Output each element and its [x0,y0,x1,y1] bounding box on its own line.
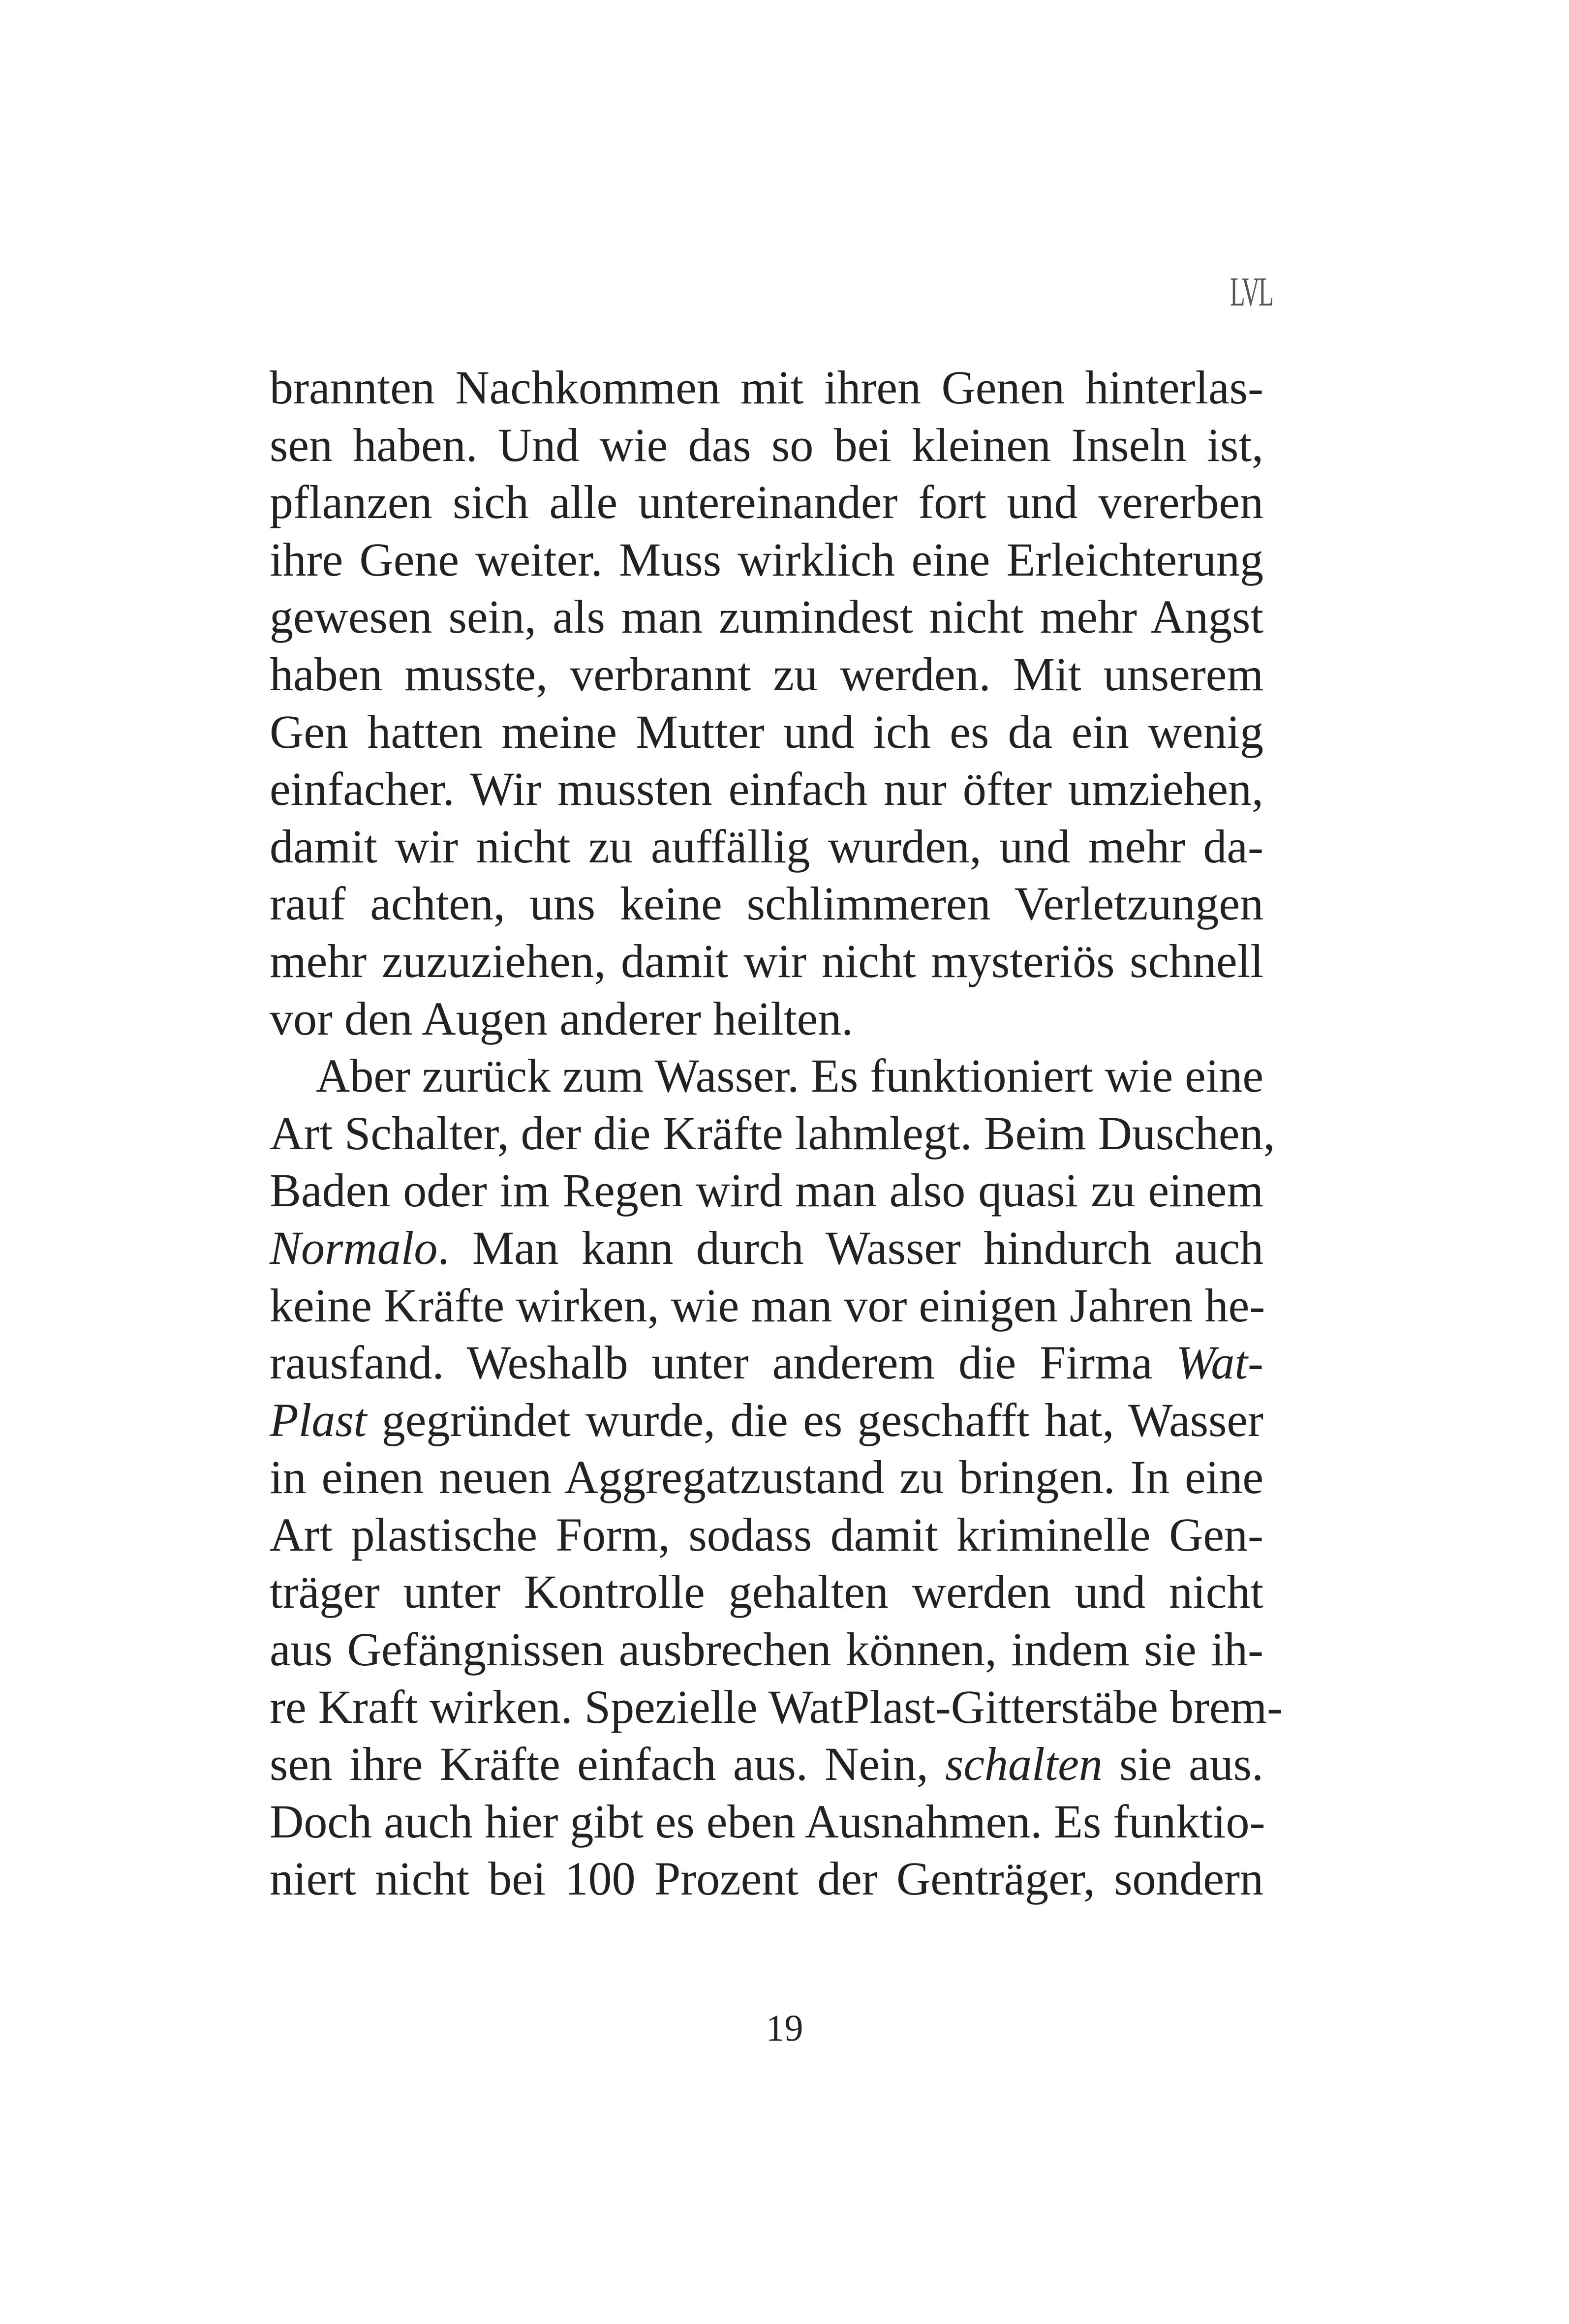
text-line: gewesen sein, als man zumindest nicht mehr Angst [270,590,1263,643]
text-line: Baden oder im Regen wird man also quasi zu einem [270,1164,1263,1217]
text-line: keine Kräfte wirken, wie man vor einigen Jahren he- [270,1279,1265,1332]
italic-term: schalten [945,1738,1103,1791]
text-line: träger unter Kontrolle gehalten werden und nicht [270,1565,1263,1619]
italic-term: Normalo [270,1221,438,1274]
text-line: Art plastische Form, sodass damit kriminelle Gen- [270,1508,1263,1561]
text-span: sie aus. [1102,1738,1264,1791]
text-line: haben musste, verbrannt zu werden. Mit unserem [270,647,1263,701]
body-text [270,359,1283,1908]
text-line: pflanzen sich alle untereinander fort und vererben [270,476,1263,529]
text-line [270,1220,1263,1277]
text-span: . Man kann durch Wasser hindurch auch [437,1221,1263,1274]
text-line: sen haben. Und wie das so bei kleinen Inseln ist, [270,418,1263,471]
text-line: rauf achten, uns keine schlimmeren Verletzungen [270,877,1263,930]
text-line: in einen neuen Aggregatzustand zu bringen. In eine [270,1451,1263,1504]
text-line: brannten Nachkommen mit ihren Genen hinterlas- [270,361,1263,414]
text-line: damit wir nicht zu auffällig wurden, und mehr da- [270,820,1263,873]
italic-term: Wat- [1176,1336,1263,1389]
text-line: Art Schalter, der die Kräfte lahmlegt. Beim Duschen, [270,1106,1275,1160]
text-span: sen ihre Kräfte einfach aus. Nein, [270,1738,945,1791]
text-span: gegründet wurde, die es geschafft hat, Wasser [367,1393,1263,1446]
italic-term: Plast [270,1393,367,1446]
text-line: Gen hatten meine Mutter und ich es da ein wenig [270,705,1263,758]
text-line: aus Gefängnissen ausbrechen können, indem sie ih- [270,1623,1263,1676]
text-line: ihre Gene weiter. Muss wirklich eine Erleichterung [270,533,1263,586]
text-line: Doch auch hier gibt es eben Ausnahmen. Es funktio- [270,1795,1265,1848]
text-line [270,1392,1263,1449]
text-line [270,1736,1263,1793]
text-line: re Kraft wirken. Spezielle WatPlast-Gitterstäbe brem- [270,1680,1283,1733]
paragraph [270,359,1263,1047]
text-line: Aber zurück zum Wasser. Es funktioniert wie eine [316,1049,1263,1102]
text-line: vor den Augen anderer heilten. [270,992,854,1045]
text-span: rausfand. Weshalb unter anderem die Firma [270,1336,1176,1389]
text-line: mehr zuzuziehen, damit wir nicht mysteriös schnell [270,934,1263,987]
paragraph [270,1047,1283,1908]
running-header-mark: LVL [1230,269,1273,315]
text-line [270,1334,1263,1392]
text-line: einfacher. Wir mussten einfach nur öfter umziehen, [270,763,1263,816]
page-number: 19 [766,2008,803,2049]
text-line: niert nicht bei 100 Prozent der Genträger, sondern [270,1852,1263,1905]
